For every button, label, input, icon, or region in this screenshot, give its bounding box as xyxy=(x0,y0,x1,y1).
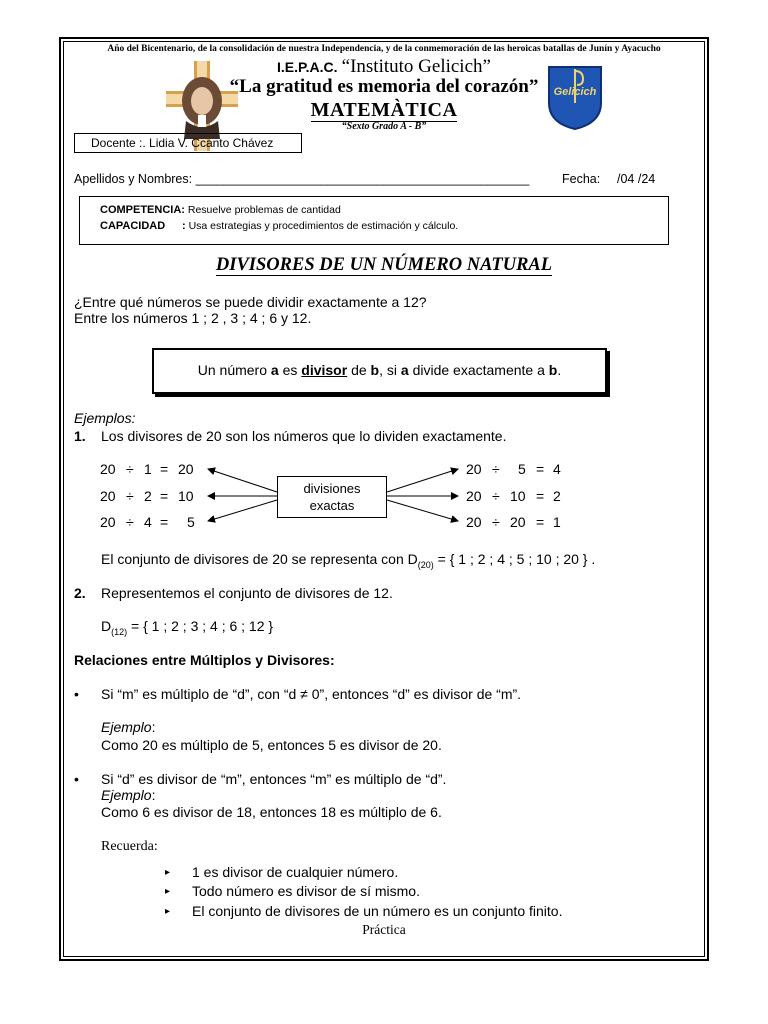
divisor-set-20: El conjunto de divisores de 20 se representa con $D_{(20)}$ = { 1 ; 2 ; 4 ; 5 ; 10 ; 20 } . xyxy=(101,551,596,570)
arrow-left-top xyxy=(208,469,277,492)
division-row: 20 ÷ 20 = 1 xyxy=(466,514,561,530)
relations-heading: Relaciones entre Múltiplos y Divisores: xyxy=(74,652,335,668)
logo-text: Gelicich xyxy=(553,86,597,98)
triangle-bullet-icon: ▸ xyxy=(165,867,171,878)
recuerda-item: 1 es divisor de cualquier número. xyxy=(192,864,399,880)
teacher-box: Docente :. Lidia V. Ccanto Chávez xyxy=(74,133,302,153)
student-name-field[interactable]: Apellidos y Nombres: ________________________________________________ xyxy=(74,172,530,186)
recuerda-label: Recuerda: xyxy=(101,839,158,854)
arrow-left-bottom xyxy=(208,500,277,521)
subject-title: MATEMÀTICA xyxy=(310,99,458,121)
division-row: 20 ÷ 1 = 20 xyxy=(100,461,194,477)
relation-2-example: Como 6 es divisor de 18, entonces 18 es múltiplo de 6. xyxy=(101,804,442,820)
competence-value: Resuelve problemas de cantidad xyxy=(187,204,341,216)
arrow-right-bottom xyxy=(387,500,458,521)
example-1-number: 1. xyxy=(74,428,86,444)
definition-box: Un número a es divisor de b, si a divide exactamente a b. xyxy=(152,348,607,394)
date-label: Fecha: xyxy=(562,172,601,186)
relation-1-example-label: Ejemplo: xyxy=(101,719,156,735)
intro-question: ¿Entre qué números se puede dividir exactamente a 12? xyxy=(74,294,427,310)
relation-2-text: Si “d” es divisor de “m”, entonces “m” es múltiplo de “d”. xyxy=(101,771,447,787)
relation-1-text: Si “m” es múltiplo de “d”, con “d ≠ 0”, entonces “d” es divisor de “m”. xyxy=(101,686,522,702)
bullet-dot: • xyxy=(74,686,79,702)
relation-2-example-label: Ejemplo: xyxy=(101,787,156,803)
practice-heading: Práctica xyxy=(362,922,406,937)
lesson-title: DIVISORES DE UN NÚMERO NATURAL xyxy=(215,255,553,275)
bicentenary-note: Año del Bicentenario, de la consolidación de nuestra Independencia, y de la conmemoración de las heroicas batallas de Junín y Ayacucho xyxy=(107,44,661,54)
school-motto: “La gratitud es memoria del corazón” xyxy=(229,76,539,97)
division-row: 20 ÷ 10 = 2 xyxy=(466,488,561,504)
date-value[interactable]: /04 /24 xyxy=(617,172,656,186)
bullet-dot: • xyxy=(74,771,79,787)
relation-1-example: Como 20 es múltiplo de 5, entonces 5 es divisor de 20. xyxy=(101,737,442,753)
example-2-number: 2. xyxy=(74,585,86,601)
triangle-bullet-icon: ▸ xyxy=(165,906,171,917)
capacity-label: CAPACIDAD xyxy=(100,220,166,232)
division-row: 20 ÷ 5 = 4 xyxy=(466,461,561,477)
capacity-sep: : xyxy=(182,220,186,232)
divisor-set-12: $D_{(12)}$ = { 1 ; 2 ; 3 ; 4 ; 6 ; 12 } xyxy=(101,618,274,637)
examples-heading: Ejemplos: xyxy=(74,410,136,426)
institution-abbr: I.E.P.A.C. xyxy=(277,59,338,75)
triangle-bullet-icon: ▸ xyxy=(165,886,171,897)
recuerda-item: El conjunto de divisores de un número es un conjunto finito. xyxy=(192,903,563,919)
exact-divisions-box: divisiones exactas xyxy=(277,476,387,518)
grade-label: “Sexto Grado A - B” xyxy=(341,121,427,132)
recuerda-item: Todo número es divisor de sí mismo. xyxy=(192,883,420,899)
intro-answer: Entre los números 1 ; 2 , 3 ; 4 ; 6 y 12. xyxy=(74,310,312,326)
example-1-text: Los divisores de 20 son los números que lo dividen exactamente. xyxy=(101,428,507,444)
capacity-value: Usa estrategias y procedimientos de estimación y cálculo. xyxy=(188,220,459,232)
arrow-right-top xyxy=(387,469,458,492)
division-row: 20 ÷ 4 = 5 xyxy=(100,514,195,530)
example-2-text: Representemos el conjunto de divisores de 12. xyxy=(101,585,393,601)
divisor-term: divisor xyxy=(301,362,348,378)
competence-label: COMPETENCIA: xyxy=(100,204,185,216)
division-row: 20 ÷ 2 = 10 xyxy=(100,488,194,504)
institution-name: “Instituto Gelicich” xyxy=(341,56,491,77)
